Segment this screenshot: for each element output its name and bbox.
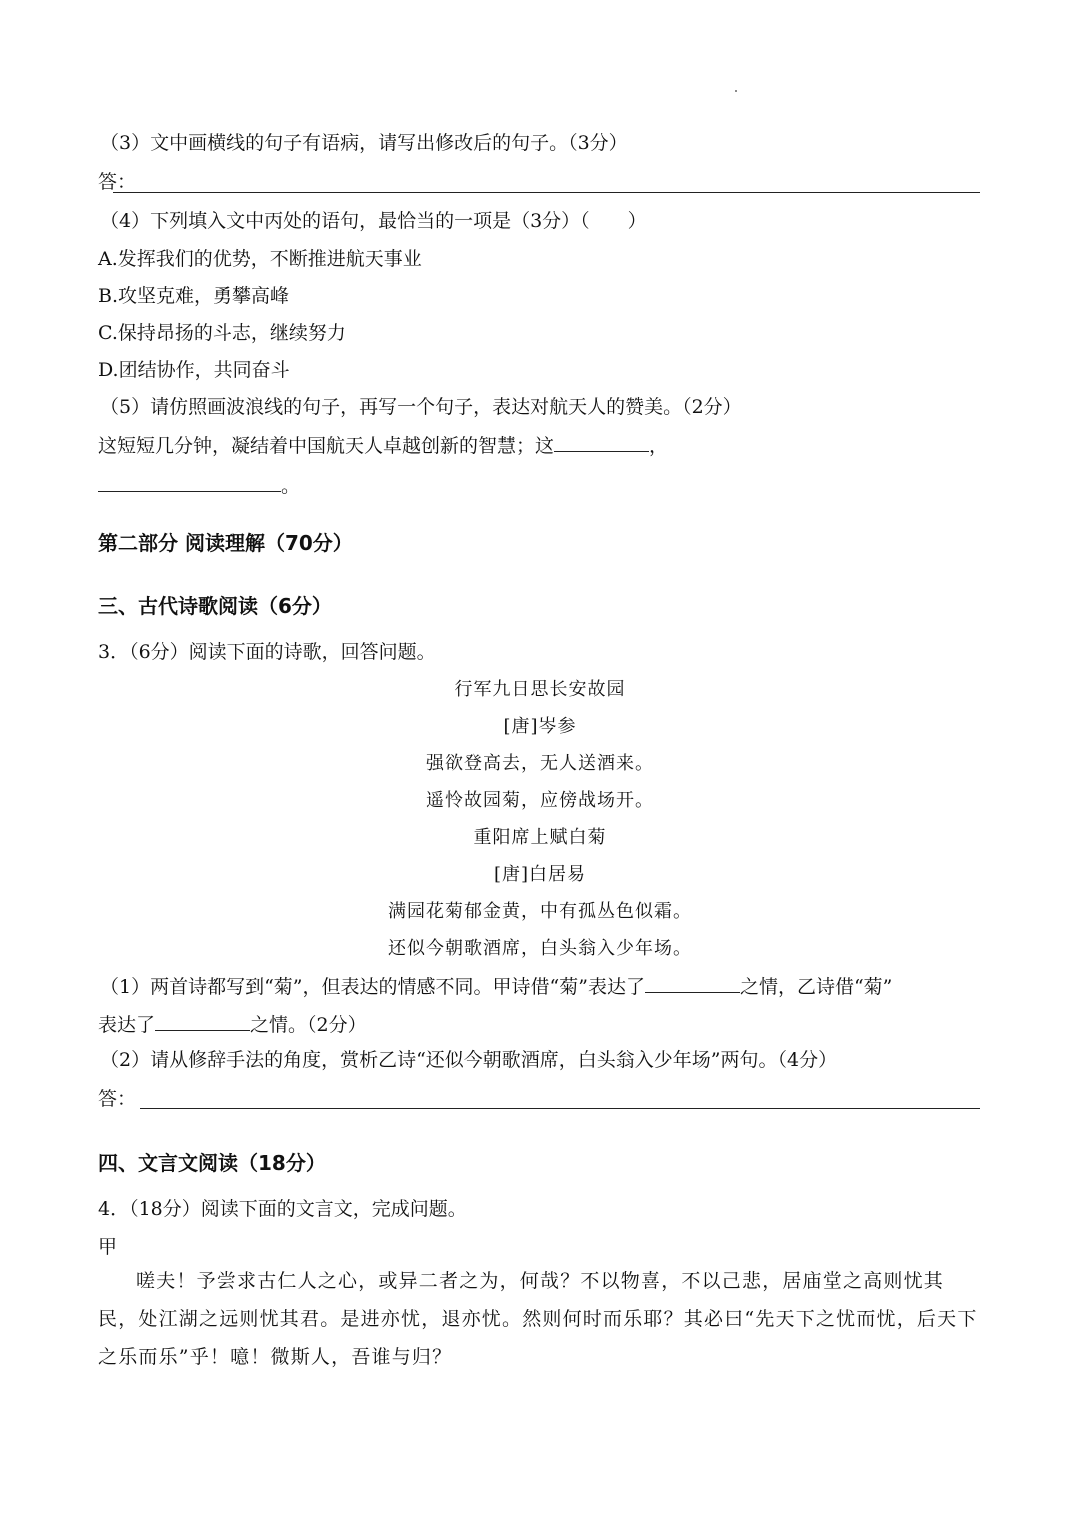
q2-sub5-continuation [98,471,300,499]
option-c: C.保持昂扬的斗志，继续努力 [98,322,346,344]
section4-question: 4．（18分）阅读下面的文言文，完成问题。 [98,1198,467,1220]
answer-line[interactable] [140,1108,980,1109]
fill-blank[interactable] [554,431,649,452]
answer-label: 答： [98,1088,137,1110]
sub1-text: 之情。（2分） [250,1014,367,1036]
poem2-line: 还似今朝歌酒席，白头翁入少年场。 [388,938,692,959]
poem1-title: 行军九日思长安故园 [454,679,626,700]
poem2-title: 重阳席上赋白菊 [473,827,607,848]
q2-sub3: （3）文中画横线的句子有语病，请写出修改后的句子。（3分） [100,132,628,154]
poem1-line: 遥怜故园菊，应傍战场开。 [426,790,654,811]
section3-sub2: （2）请从修辞手法的角度，赏析乙诗“还似今朝歌酒席，白头翁入少年场”两句。（4分） [100,1049,838,1071]
passage-label: 甲 [98,1236,118,1258]
answer-label: 答： [98,171,137,193]
period: 。 [281,475,301,497]
option-a: A.发挥我们的优势，不断推进航天事业 [98,248,422,270]
classical-passage: 嗟夫！予尝求古仁人之心，或异二者之为，何哉？不以物喜，不以己悲，居庙堂之高则忧其民，处江湖之远则忧其君。是进亦忧，退亦忧。然则何时而乐耶？其必曰“先天下之忧而忧，后天下之乐而乐”乎！噫！微斯人，吾谁与归？ [98,1270,978,1368]
fill-blank[interactable] [155,1010,250,1031]
section3-title: 三、古代诗歌阅读（6分） [98,594,332,618]
fill-blank[interactable] [645,972,740,993]
q2-sub5: （5）请仿照画波浪线的句子，再写一个句子，表达对航天人的赞美。（2分） [100,396,742,418]
sentence-text: 这短短几分钟，凝结着中国航天人卓越创新的智慧；这 [98,435,555,457]
section3-sub1 [100,972,892,1000]
fill-blank[interactable] [98,471,281,492]
comma: ， [649,435,669,457]
answer-line[interactable] [113,192,980,193]
poem2-line: 满园花菊郁金黄，中有孤丛色似霜。 [388,901,692,922]
stray-dot [735,90,737,92]
poem1-author: [唐]岑参 [503,716,577,737]
q2-sub5-sentence [98,431,668,459]
sub1-text: 之情，乙诗借“菊” [739,976,893,998]
sub1-text: （1）两首诗都写到“菊”，但表达的情感不同。甲诗借“菊”表达了 [100,976,645,998]
poem2-author: [唐]白居易 [493,864,587,885]
option-b: B.攻坚克难，勇攀高峰 [98,285,290,307]
section3-sub1-continuation [98,1010,367,1038]
section3-question: 3．（6分）阅读下面的诗歌，回答问题。 [98,641,436,663]
poem1-line: 强欲登高去，无人送酒来。 [426,753,654,774]
q2-sub4: （4）下列填入文中丙处的语句，最恰当的一项是（3分）（ ） [100,210,647,232]
sub1-text: 表达了 [98,1014,156,1036]
part2-title: 第二部分 阅读理解（70分） [98,531,353,555]
option-d: D.团结协作，共同奋斗 [98,359,290,381]
section4-title: 四、文言文阅读（18分） [98,1151,326,1175]
